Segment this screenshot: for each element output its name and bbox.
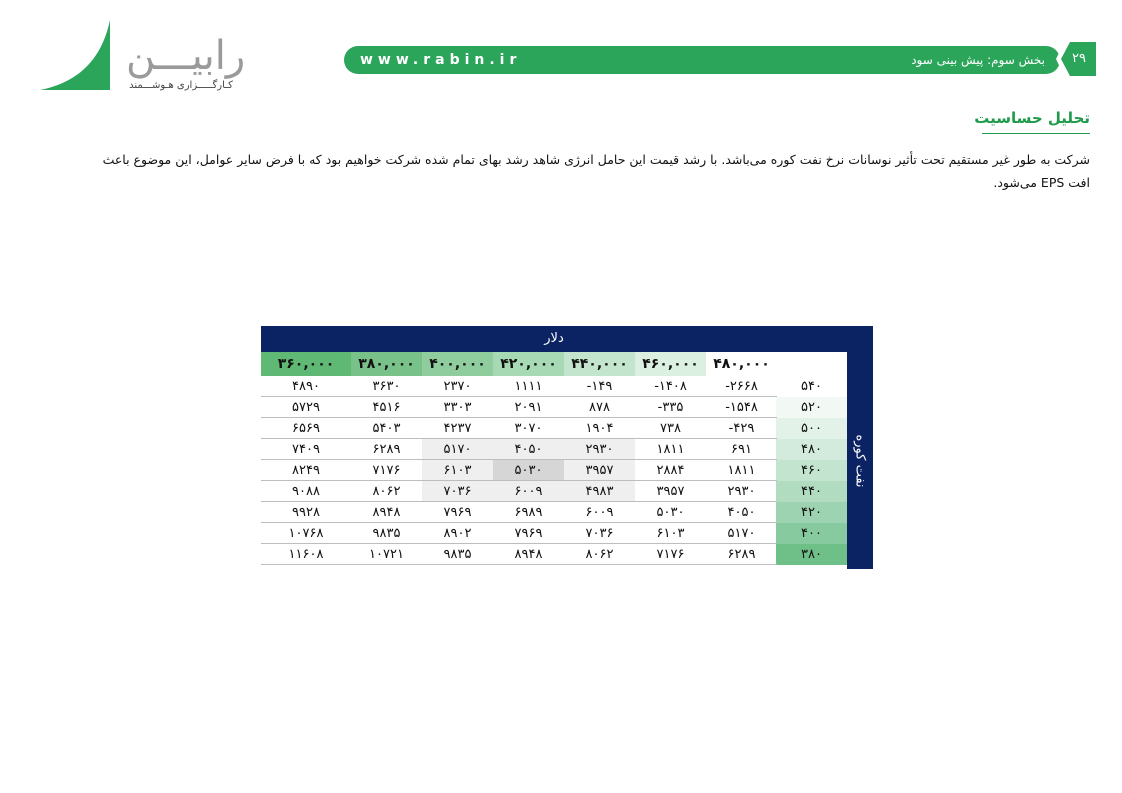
table-cell: ۶۱۰۳ [422,460,493,481]
table-cell: ۲۳۷۰ [422,376,493,397]
table-cell: ۷۰۳۶ [564,523,635,544]
table-cell: ۶۰۰۹ [493,481,564,502]
table-cell: ۱۱۶۰۸ [261,544,351,565]
table-cell: ۱۸۱۱ [706,460,777,481]
website-link[interactable]: www.rabin.ir [360,52,522,68]
logo-tagline: کـارگـــــزاری هـوشـــمند [129,80,233,91]
column-header: ۳۶۰,۰۰۰ [261,352,351,376]
table-cell: ۷۹۶۹ [493,523,564,544]
table-cell: -۴۲۹ [706,418,777,439]
table-cell: ۶۲۸۹ [706,544,777,565]
row-header: ۴۶۰ [776,460,847,481]
table-cell: ۹۸۳۵ [422,544,493,565]
row-header: ۵۲۰ [776,397,847,418]
table-cell: ۸۷۸ [564,397,635,418]
table-cell: ۱۹۰۴ [564,418,635,439]
table-cell: ۶۹۱ [706,439,777,460]
table-cell: ۴۸۹۰ [261,376,351,397]
table-cell: ۹۸۳۵ [351,523,422,544]
table-cell: ۶۲۸۹ [351,439,422,460]
row-header: ۴۰۰ [776,523,847,544]
row-header: ۳۸۰ [776,544,847,565]
table-cell: ۷۹۶۹ [422,502,493,523]
table-cell: ۴۵۱۶ [351,397,422,418]
table-cell: ۷۱۷۶ [351,460,422,481]
table-cell: ۴۹۸۳ [564,481,635,502]
section-heading: تحلیل حساسیت [974,109,1090,127]
table-cell: ۸۲۴۹ [261,460,351,481]
table-cell: ۵۴۰۳ [351,418,422,439]
table-cell: ۳۰۷۰ [493,418,564,439]
row-axis-label-box [847,352,873,569]
table-cell: ۴۰۵۰ [493,439,564,460]
table-cell: ۳۶۳۰ [351,376,422,397]
column-axis-label: دلار [544,331,564,346]
heading-underline [982,133,1090,134]
table-cell: -۱۵۴۸ [706,397,777,418]
table-cell: ۸۰۶۲ [564,544,635,565]
table-cell: ۶۵۶۹ [261,418,351,439]
table-cell: ۴۲۳۷ [422,418,493,439]
table-cell: -۱۴۹ [564,376,635,397]
table-cell: ۱۱۱۱ [493,376,564,397]
table-cell: ۶۹۸۹ [493,502,564,523]
table-cell: ۵۰۳۰ [635,502,706,523]
column-header: ۴۸۰,۰۰۰ [706,352,777,376]
table-cell: ۲۸۸۴ [635,460,706,481]
column-header: ۴۲۰,۰۰۰ [493,352,564,376]
table-cell: ۱۰۷۶۸ [261,523,351,544]
row-header: ۴۲۰ [776,502,847,523]
table-cell: ۹۰۸۸ [261,481,351,502]
column-header: ۴۴۰,۰۰۰ [564,352,635,376]
table-cell: ۸۹۴۸ [493,544,564,565]
table-cell: ۶۱۰۳ [635,523,706,544]
table-cell: ۲۹۳۰ [706,481,777,502]
page-number: ۲۹ [1072,51,1086,66]
table-cell: ۶۰۰۹ [564,502,635,523]
table-cell: ۸۹۰۲ [422,523,493,544]
column-header: ۴۰۰,۰۰۰ [422,352,493,376]
sensitivity-table [261,326,873,569]
table-cell: ۷۳۸ [635,418,706,439]
table-cell: ۸۰۶۲ [351,481,422,502]
row-header: ۴۴۰ [776,481,847,502]
table-cell: -۲۶۶۸ [706,376,777,397]
table-cell: ۵۱۷۰ [422,439,493,460]
column-header: ۴۶۰,۰۰۰ [635,352,706,376]
table-cell: ۹۹۲۸ [261,502,351,523]
table-cell: ۷۱۷۶ [635,544,706,565]
body-paragraph: شرکت به طور غیر مستقیم تحت تأثیر نوسانات نرخ نفت کوره می‌باشد. با رشد قیمت این حامل انرژی شاهد رشد بهای تمام شده شرکت خواهیم بود که با فرض سایر عوامل، این موضوع باعث افت EPS می‌شود. [102,152,1090,190]
table-cell: -۳۳۵ [635,397,706,418]
row-header: ۴۸۰ [776,439,847,460]
logo-wordmark: رابیـــن [126,33,246,79]
table-cell: ۸۹۴۸ [351,502,422,523]
table-cell: ۴۰۵۰ [706,502,777,523]
table-cell: ۱۸۱۱ [635,439,706,460]
section-title: بخش سوم: پیش بینی سود [911,53,1045,67]
table-cell: ۳۹۵۷ [635,481,706,502]
row-axis-label: نفت کوره [852,433,868,488]
table-cell: ۵۰۳۰ [493,460,564,481]
table-cell: ۵۷۲۹ [261,397,351,418]
table-cell: ۳۳۰۳ [422,397,493,418]
table-cell: ۵۱۷۰ [706,523,777,544]
table-cell: ۷۰۳۶ [422,481,493,502]
column-header: ۳۸۰,۰۰۰ [351,352,422,376]
table-cell: ۲۹۳۰ [564,439,635,460]
table-cell: ۲۰۹۱ [493,397,564,418]
table-cell: ۱۰۷۲۱ [351,544,422,565]
table-cell: ۳۹۵۷ [564,460,635,481]
table-cell: ۷۴۰۹ [261,439,351,460]
table-cell: -۱۴۰۸ [635,376,706,397]
row-header: ۵۰۰ [776,418,847,439]
logo-leaf-icon [40,18,140,92]
row-header: ۵۴۰ [776,376,847,397]
